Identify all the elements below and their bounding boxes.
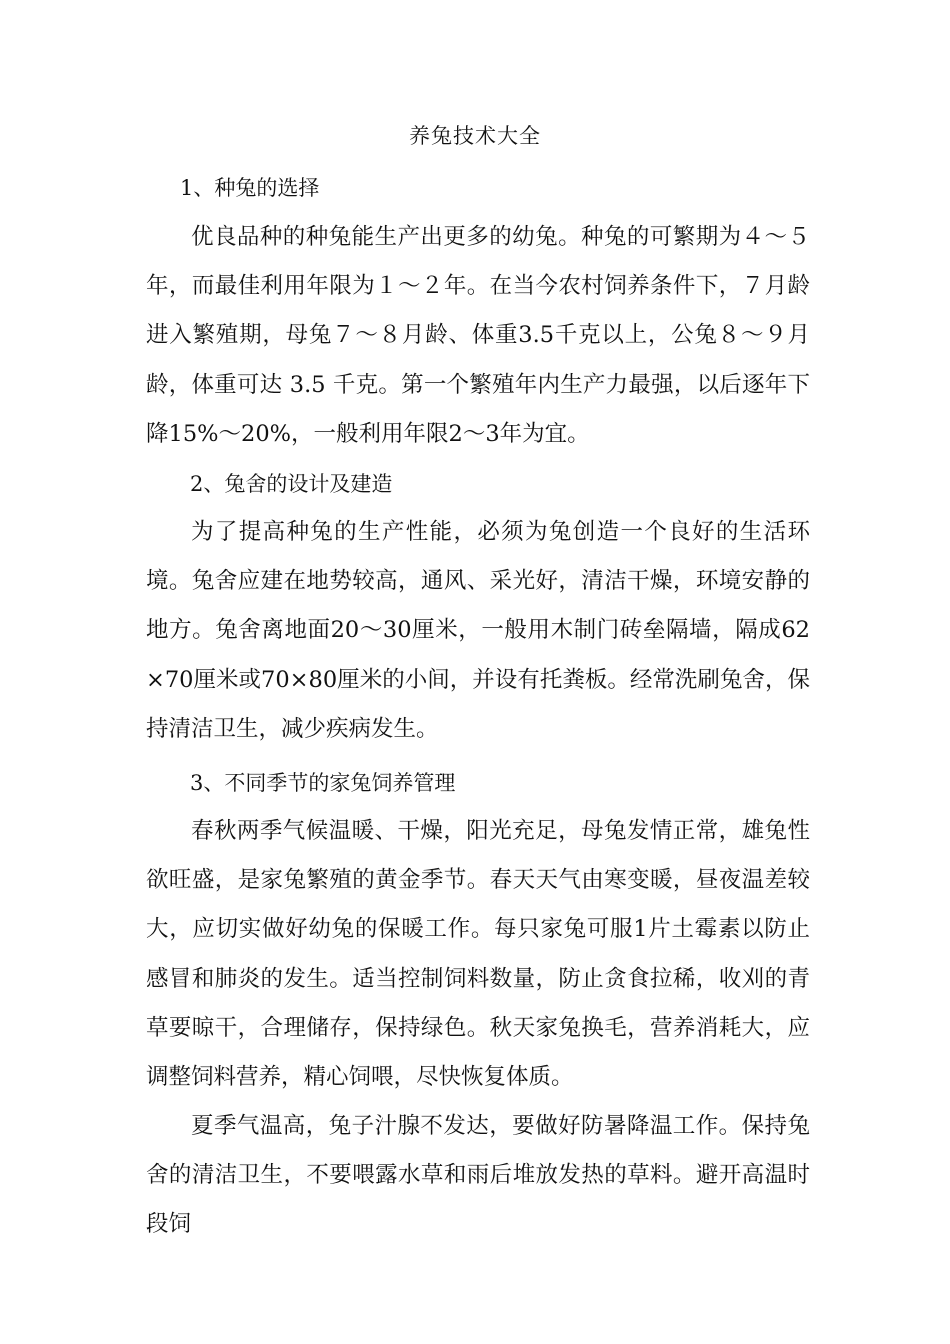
paragraph-spring-autumn: 春秋两季气候温暖、干燥，阳光充足，母兔发情正常，雄兔性欲旺盛，是家兔繁殖的黄金季节。春天天气由寒变暖，昼夜温差较大，应切实做好幼兔的保暖工作。每只家兔可服1片土霉素以防止感冒和肺炎的发生。适当控制饲料数量，防止贪食拉稀，收刈的青草要晾干，合理储存，保持绿色。秋天家兔换毛，营养消耗大，应调整饲料营养，精心饲喂，尽快恢复体质。 — [146, 818, 810, 1091]
document-title: 养兔技术大全 — [409, 124, 541, 148]
section-heading-breeding-selection: 1、种兔的选择 — [180, 176, 320, 200]
paragraph-breeding-selection: 优良品种的种兔能生产出更多的幼兔。种兔的可繁期为４～５年，而最佳利用年限为１～２年。在当今农村饲养条件下，７月龄进入繁殖期，母兔７～８月龄、体重3.5千克以上，公兔８～９月龄，体重可达 3.5 千克。第一个繁殖年内生产力最强，以后逐年下降15%～20%，一般利用年限2～3年为宜。 — [146, 224, 810, 447]
paragraph-hutch-design: 为了提高种兔的生产性能，必须为兔创造一个良好的生活环境。兔舍应建在地势较高，通风、采光好，清洁干燥，环境安静的地方。兔舍离地面20～30厘米，一般用木制门砖垒隔墙，隔成62×70厘米或70×80厘米的小间，并设有托粪板。经常洗刷兔舍，保持清洁卫生，减少疾病发生。 — [146, 519, 810, 742]
section-heading-hutch-design: 2、兔舍的设计及建造 — [190, 472, 393, 496]
section-heading-seasonal-management: 3、不同季节的家兔饲养管理 — [190, 771, 456, 795]
paragraph-summer: 夏季气温高，兔子汁腺不发达，要做好防暑降温工作。保持兔舍的清洁卫生，不要喂露水草和雨后堆放发热的草料。避开高温时段饲 — [146, 1113, 810, 1238]
